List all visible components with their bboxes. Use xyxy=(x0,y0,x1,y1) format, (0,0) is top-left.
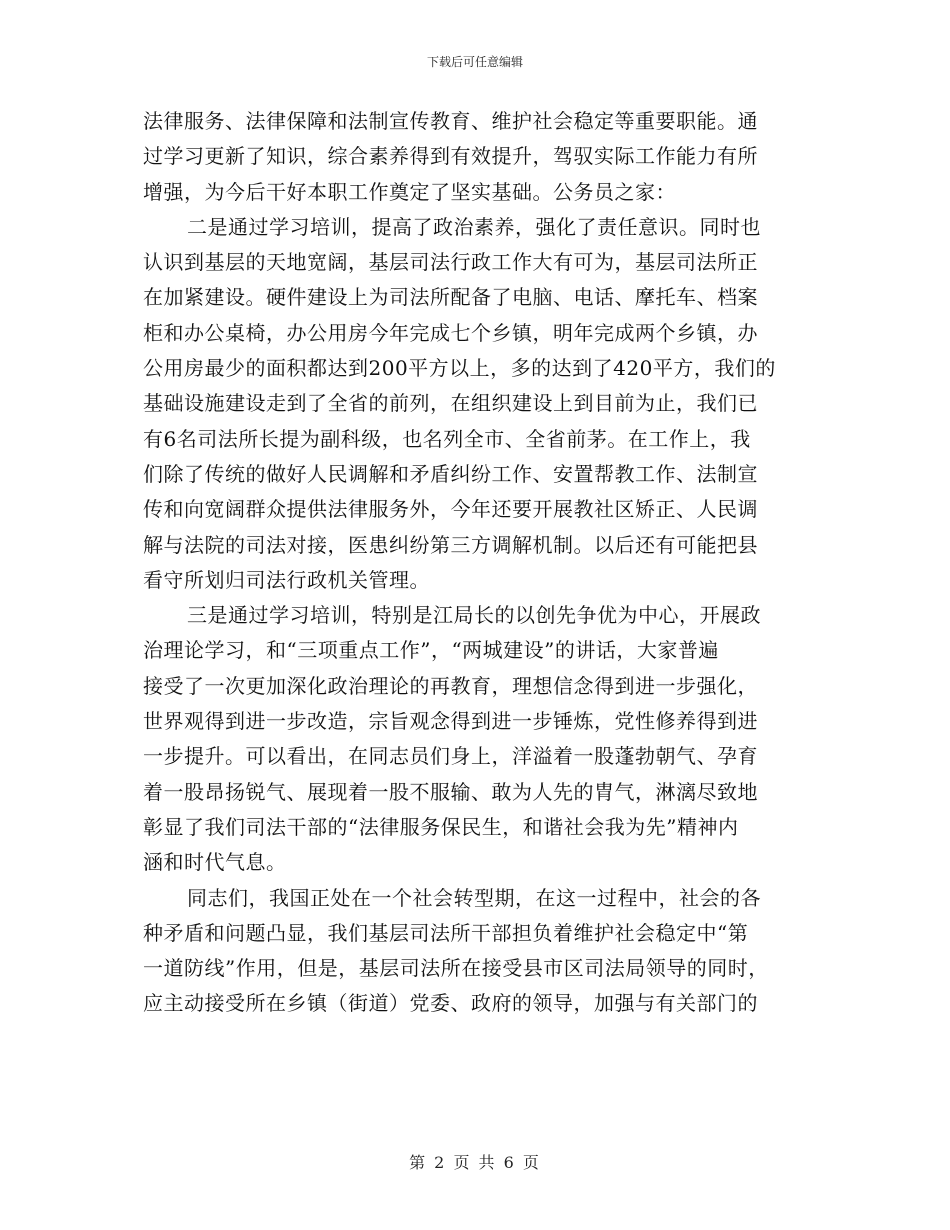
text-line: 涵和时代气息。 xyxy=(143,850,287,875)
text-line: 法律服务、法律保障和法制宣传教育、维护社会稳定等重要职能。通 xyxy=(143,109,758,133)
page-header: 下载后可任意编辑 xyxy=(426,55,523,69)
text-line: 公用房最少的面积都达到200平方以上，多的达到了420平方，我们的 xyxy=(143,356,776,381)
paragraph-start-line: 同志们，我国正处在一个社会转型期，在这一过程中，社会的各 xyxy=(187,885,761,910)
text-line: 传和向宽阔群众提供法律服务外，今年还要开展教社区矫正、人民调 xyxy=(143,497,758,522)
paragraph-start-line: 三是通过学习培训，特别是江局长的以创先争优为中心，开展政 xyxy=(187,603,761,628)
page-number-footer: 第 2 页 共 6 页 xyxy=(409,1153,541,1172)
text-line: 增强，为今后干好本职工作奠定了坚实基础。公务员之家： xyxy=(143,179,676,204)
text-line: 柜和办公桌椅，办公用房今年完成七个乡镇，明年完成两个乡镇，办 xyxy=(143,320,758,345)
text-line: 世界观得到进一步改造，宗旨观念得到进一步锤炼，党性修养得到进 xyxy=(143,709,758,734)
text-line: 接受了一次更加深化政治理论的再教育，理想信念得到进一步强化， xyxy=(143,673,758,698)
text-line: 治理论学习，和“三项重点工作”，“两城建设”的讲话，大家普遍 xyxy=(143,638,719,663)
text-line: 应主动接受所在乡镇（街道）党委、政府的领导，加强与有关部门的 xyxy=(143,991,758,1016)
text-line: 们除了传统的做好人民调解和矛盾纠纷工作、安置帮教工作、法制宣 xyxy=(143,461,758,486)
paragraph-start-line: 二是通过学习培训，提高了政治素养，强化了责任意识。同时也 xyxy=(187,214,761,239)
text-line: 解与法院的司法对接，医患纠纷第三方调解机制。以后还有可能把县 xyxy=(143,532,758,557)
document-body xyxy=(143,104,808,1022)
text-line: 彰显了我们司法干部的“法律服务保民生，和谐社会我为先”精神内 xyxy=(143,814,739,839)
text-line: 着一股昂扬锐气、展现着一股不服输、敢为人先的胄气，淋漓尽致地 xyxy=(143,779,758,804)
text-line: 一步提升。可以看出，在同志员们身上，洋溢着一股蓬勃朝气、孕育 xyxy=(143,744,758,769)
text-line: 看守所划归司法行政机关管理。 xyxy=(143,567,430,592)
text-line: 种矛盾和问题凸显，我们基层司法所干部担负着维护社会稳定中“第 xyxy=(143,920,749,945)
text-line: 在加紧建设。硬件建设上为司法所配备了电脑、电话、摩托车、档案 xyxy=(143,285,758,310)
text-line: 一道防线”作用，但是，基层司法所在接受县市区司法局领导的同时， xyxy=(143,956,769,981)
text-line: 基础设施建设走到了全省的前列，在组织建设上到目前为止，我们已 xyxy=(143,391,758,416)
text-line: 有6名司法所长提为副科级，也名列全市、全省前茅。在工作上，我 xyxy=(143,426,751,451)
text-line: 认识到基层的天地宽阔，基层司法行政工作大有可为，基层司法所正 xyxy=(143,250,758,275)
text-line: 过学习更新了知识，综合素养得到有效提升，驾驭实际工作能力有所 xyxy=(143,144,758,169)
